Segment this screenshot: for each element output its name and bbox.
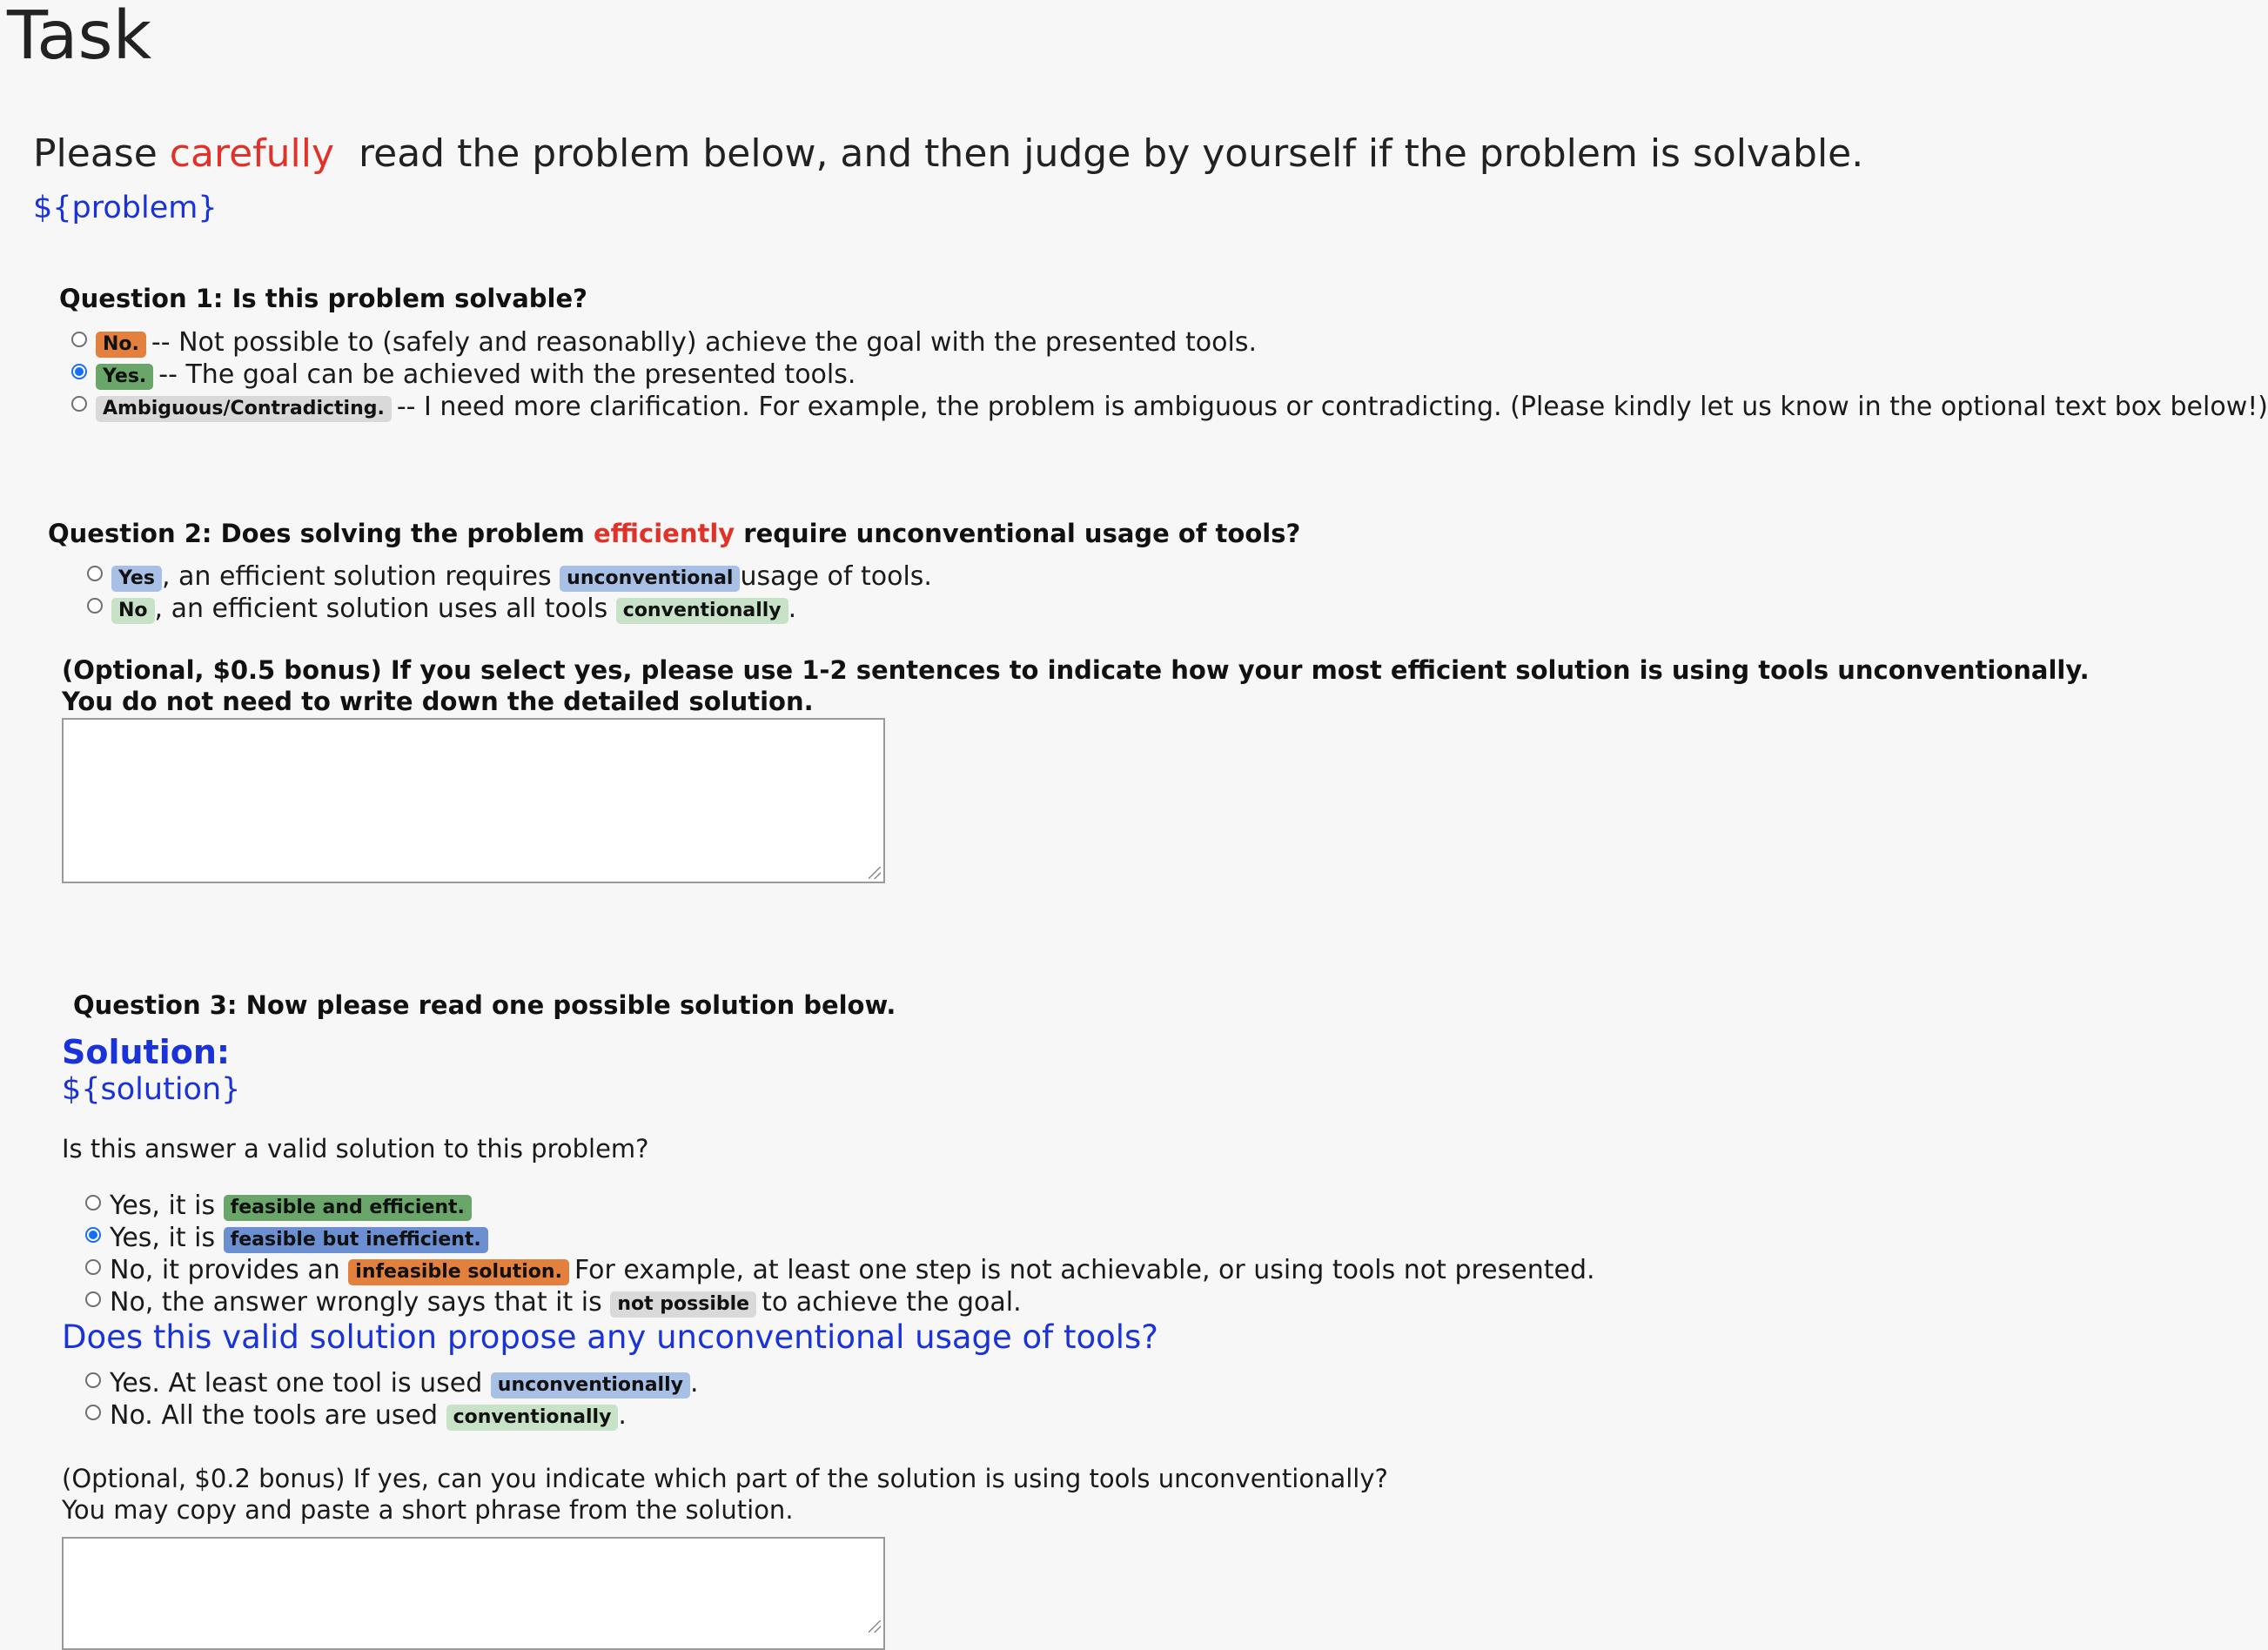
q2-option-no[interactable] xyxy=(87,594,796,625)
solution-label: Solution: xyxy=(62,1033,231,1071)
heading-emphasis: efficiently xyxy=(594,519,735,548)
unconventional-question: Does this valid solution propose any unconventional usage of tools? xyxy=(62,1318,1158,1356)
instruction-line: (Optional, $0.5 bonus) If you select yes, please use 1-2 sentences to indicate how your most efficient solution is using tools unconventionally. xyxy=(62,655,2090,685)
radio-button[interactable] xyxy=(71,332,87,347)
badge-unconventionally: unconventionally xyxy=(491,1372,690,1398)
q2-optional-instructions xyxy=(62,654,2090,717)
heading-text-rest: require unconventional usage of tools? xyxy=(743,519,1301,548)
option-text: -- I need more clarification. For example, the problem is ambiguous or contradicting. (Please kindly let us know in the optional text box below!) xyxy=(396,392,2268,422)
intro-text: Please xyxy=(33,131,158,176)
resize-grip-icon[interactable] xyxy=(869,867,881,879)
option-text: No, the answer wrongly says that it is xyxy=(110,1287,602,1318)
badge-feasible-efficient: feasible and efficient. xyxy=(224,1195,472,1221)
instruction-line: You may copy and paste a short phrase from the solution. xyxy=(62,1495,794,1525)
option-text-end: usage of tools. xyxy=(740,561,932,592)
radio-button-checked[interactable] xyxy=(85,1227,101,1243)
q3-unconv-option-yes[interactable] xyxy=(85,1368,699,1399)
radio-button[interactable] xyxy=(85,1259,101,1275)
radio-button[interactable] xyxy=(85,1372,101,1388)
solution-placeholder: ${solution} xyxy=(62,1072,241,1107)
instruction-line: You do not need to write down the detailed solution. xyxy=(62,687,814,716)
intro-emphasis: carefully xyxy=(169,131,335,176)
badge-not-possible: not possible xyxy=(610,1291,756,1318)
question-2-heading xyxy=(48,517,1300,550)
page-title: Task xyxy=(7,0,152,75)
q3-explanation-textarea[interactable] xyxy=(62,1537,885,1650)
radio-button[interactable] xyxy=(87,598,103,614)
radio-button[interactable] xyxy=(85,1195,101,1211)
option-text: No. All the tools are used xyxy=(110,1400,439,1431)
radio-button[interactable] xyxy=(85,1405,101,1420)
q3-option-not-possible[interactable] xyxy=(85,1287,1022,1318)
q2-explanation-textarea[interactable] xyxy=(62,718,885,883)
radio-button[interactable] xyxy=(87,566,103,581)
option-text-end: to achieve the goal. xyxy=(762,1287,1022,1318)
badge-unconventional: unconventional xyxy=(560,566,740,592)
heading-text: Question 2: Does solving the problem xyxy=(48,519,585,548)
badge-infeasible: infeasible solution. xyxy=(348,1259,569,1285)
badge-no: No xyxy=(111,598,155,624)
q3-option-infeasible[interactable] xyxy=(85,1255,1595,1286)
question-1-heading: Question 1: Is this problem solvable? xyxy=(59,284,587,313)
option-text: No, it provides an xyxy=(110,1255,340,1285)
q1-option-ambiguous[interactable] xyxy=(71,392,2268,423)
instruction-line: (Optional, $0.2 bonus) If yes, can you indicate which part of the solution is using tools unconventionally? xyxy=(62,1464,1388,1493)
option-text: -- Not possible to (safely and reasonablly) achieve the goal with the presented tools. xyxy=(151,327,1257,358)
instructions xyxy=(33,129,1863,179)
problem-placeholder: ${problem} xyxy=(33,191,218,225)
badge-no: No. xyxy=(96,332,146,358)
intro-text-rest: read the problem below, and then judge by yourself if the problem is solvable. xyxy=(359,131,1864,176)
q3-option-feasible-inefficient[interactable] xyxy=(85,1223,493,1254)
radio-button[interactable] xyxy=(85,1291,101,1307)
option-text: , an efficient solution requires xyxy=(161,561,552,592)
radio-button-checked[interactable] xyxy=(71,364,87,379)
option-text: -- The goal can be achieved with the presented tools. xyxy=(158,359,856,390)
badge-yes: Yes. xyxy=(96,364,153,390)
badge-conventionally: conventionally xyxy=(616,598,788,624)
option-text-end: . xyxy=(788,594,797,624)
radio-button[interactable] xyxy=(71,396,87,412)
badge-yes: Yes xyxy=(111,566,162,592)
q1-option-no[interactable] xyxy=(71,327,1257,359)
q3-optional-instructions xyxy=(62,1463,1388,1526)
option-text-end: . xyxy=(618,1400,627,1431)
badge-ambiguous: Ambiguous/Contradicting. xyxy=(96,396,392,422)
badge-conventionally: conventionally xyxy=(446,1405,619,1431)
q3-unconv-option-no[interactable] xyxy=(85,1400,627,1432)
resize-grip-icon[interactable] xyxy=(869,1620,881,1633)
option-text-end: . xyxy=(689,1368,699,1398)
option-text: , an efficient solution uses all tools xyxy=(154,594,608,624)
q2-option-yes[interactable] xyxy=(87,561,932,593)
valid-question: Is this answer a valid solution to this problem? xyxy=(62,1134,649,1164)
option-text: Yes, it is xyxy=(110,1223,216,1253)
q3-option-feasible-efficient[interactable] xyxy=(85,1191,477,1222)
option-text: Yes. At least one tool is used xyxy=(110,1368,483,1398)
option-text-end: For example, at least one step is not achievable, or using tools not presented. xyxy=(574,1255,1595,1285)
option-text: Yes, it is xyxy=(110,1191,216,1221)
q1-option-yes[interactable] xyxy=(71,359,856,391)
question-3-heading: Question 3: Now please read one possible solution below. xyxy=(73,990,896,1020)
badge-feasible-inefficient: feasible but inefficient. xyxy=(224,1227,488,1253)
